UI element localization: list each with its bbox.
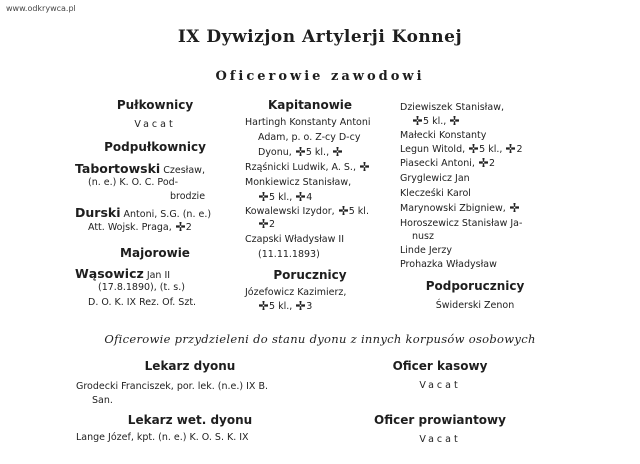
entry-line: San.: [92, 395, 113, 406]
entry-line: Legun Witold, 5 kl., 2: [400, 144, 523, 155]
entry-line: Monkiewicz Stanisław,: [245, 177, 352, 188]
heading-lekarz-wet: Lekarz wet. dyonu: [127, 413, 253, 427]
entry-line: Małecki Konstanty: [400, 130, 487, 141]
heading-majorowie: Majorowie: [120, 246, 190, 260]
entry-line: Dziewiszek Stanisław,: [400, 102, 504, 113]
heading-porucznicy: Porucznicy: [273, 268, 347, 282]
entry-line: Czapski Władysław II: [245, 234, 345, 245]
entry-line: 2: [258, 219, 275, 230]
entry-line: Linde Jerzy: [400, 245, 453, 256]
cross-icon: [259, 192, 268, 201]
cross-icon: [259, 219, 268, 228]
entry-line: brodzie: [170, 191, 206, 202]
heading-oficer-kasowy: Oficer kasowy: [392, 359, 488, 373]
cross-icon: [450, 116, 459, 125]
entry-line: Horoszewicz Stanisław Ja-: [400, 218, 523, 229]
cross-icon: [360, 162, 369, 171]
entry-line: Hartingh Konstanty Antoni: [245, 117, 371, 128]
entry-line: Grodecki Franciszek, por. lek. (n.e.) IX B.: [76, 381, 268, 392]
entry-line: 5 kl., 4: [258, 192, 312, 203]
section2-title: Oficerowie przydzieleni do stanu dyonu z innych korpusów osobowych: [104, 332, 536, 346]
heading-pulkownicy: Pułkownicy: [116, 98, 194, 112]
entry-line: Gryglewicz Jan: [400, 173, 470, 184]
entry-line: Dyonu, 5 kl.,: [258, 147, 343, 158]
cross-icon: [176, 222, 185, 231]
heading-kapitanowie: Kapitanowie: [267, 98, 353, 112]
cross-icon: [510, 203, 519, 212]
heading-lekarz-dyonu: Lekarz dyonu: [144, 359, 236, 373]
entry-durski: Durski Antoni, S.G. (n. e.): [75, 205, 212, 220]
cross-icon: [296, 192, 305, 201]
cross-icon: [259, 301, 268, 310]
entry-line: Kowalewski Izydor, 5 kl.: [245, 206, 369, 217]
heading-oficer-prowiantowy: Oficer prowiantowy: [374, 413, 506, 427]
cross-icon: [413, 116, 422, 125]
cross-icon: [469, 144, 478, 153]
entry-line: Adam, p. o. Z-cy D-cy: [258, 132, 361, 143]
section-subtitle: Oficerowie zawodowi: [215, 69, 425, 84]
entry-line: Józefowicz Kazimierz,: [245, 287, 347, 298]
heading-podpulkownicy: Podpułkownicy: [104, 140, 206, 154]
cross-icon: [296, 147, 305, 156]
entry-line: Świderski Zenon: [435, 300, 515, 311]
entry-line: Prohazka Władysław: [400, 259, 497, 270]
entry-line: D. O. K. IX Rez. Of. Szt.: [88, 297, 197, 308]
cross-icon: [506, 144, 515, 153]
entry-line: Lange Józef, kpt. (n. e.) K. O. S. K. IX: [76, 432, 249, 443]
entry-line: Marynowski Zbigniew,: [400, 203, 520, 214]
entry-line: Rząśnicki Ludwik, A. S.,: [245, 162, 370, 173]
entry-line: (n. e.) K. O. C. Pod-: [88, 177, 179, 188]
entry-wasowicz: Wąsowicz Jan II: [75, 266, 171, 281]
cross-icon: [339, 206, 348, 215]
entry-line: Klecześki Karol: [400, 188, 471, 199]
entry-line: nusz: [412, 231, 434, 242]
vacat-kasowy: Vacat: [419, 380, 461, 391]
vacat-prowiantowy: Vacat: [419, 434, 461, 445]
entry-line: (11.11.1893): [258, 249, 320, 260]
watermark: www.odkrywca.pl: [6, 4, 76, 13]
vacat-pulkownicy: Vacat: [134, 119, 176, 130]
cross-icon: [296, 301, 305, 310]
entry-line: (17.8.1890), (t. s.): [98, 282, 185, 293]
entry-line: Att. Wojsk. Praga, 2: [88, 222, 192, 233]
entry-tabortowski: Tabortowski Czesław,: [75, 161, 205, 176]
page-title: IX Dywizjon Artylerji Konnej: [177, 27, 463, 47]
entry-line: Piasecki Antoni, 2: [400, 158, 495, 169]
entry-line: 5 kl.,: [412, 116, 460, 127]
cross-icon: [479, 158, 488, 167]
cross-icon: [333, 147, 342, 156]
entry-line: 5 kl., 3: [258, 301, 312, 312]
heading-podporucznicy: Podporucznicy: [425, 279, 525, 293]
